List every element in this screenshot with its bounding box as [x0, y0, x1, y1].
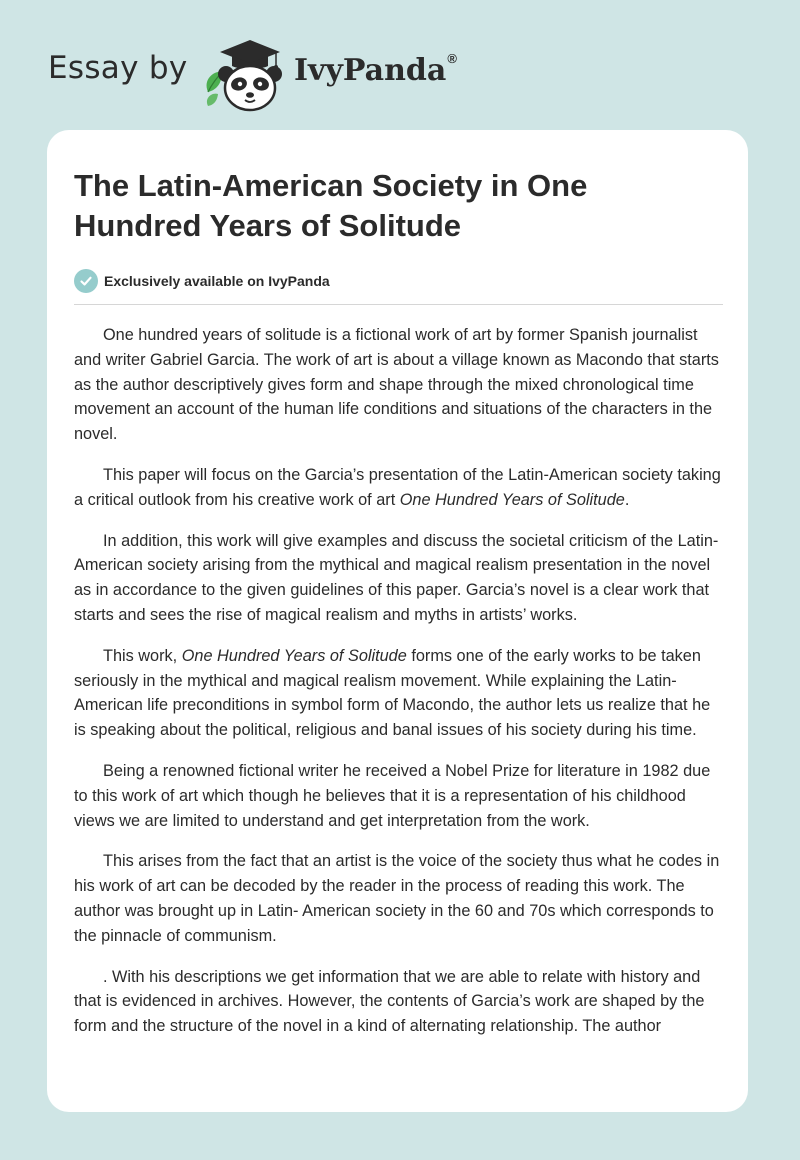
paragraph: This arises from the fact that an artist is the voice of the society thus what he codes in his work of art can be decoded by the reader in the process of reading this work. The author was brought up in Latin- American society in the 60 and 70s which corresponds to the pinnacle of communism. [74, 852, 720, 945]
brand-name[interactable] [294, 53, 457, 88]
exclusive-notice [74, 268, 723, 294]
essay-title: The Latin-American Society in One Hundred Years of Solitude [74, 168, 588, 243]
essay-card [47, 130, 748, 1112]
book-title: One Hundred Years of Solitude [399, 490, 625, 509]
essay-body [74, 323, 723, 1039]
paragraph: Being a renowned fictional writer he received a Nobel Prize for literature in 1982 due to this work of art which though he believes that it is a representation of his childhood views we are limited to understand and get interpretation from the work. [74, 761, 711, 830]
paragraph: This paper will focus on the Garcia’s presentation of the Latin-American society taking a critical outlook from his creative work of art One Hundred Years of Solitude. [74, 465, 721, 509]
paragraph: One hundred years of solitude is a fictional work of art by former Spanish journalist and writer Gabriel Garcia. The work of art is about a village known as Macondo that starts as the author descriptively gives form and shape through the mixed chronological time movement an account of the human life conditions and situations of the characters in the novel. [74, 326, 719, 444]
panda-logo-icon[interactable] [202, 34, 290, 114]
divider [74, 304, 723, 305]
brand-text: IvyPanda [294, 53, 447, 88]
paragraph: . With his descriptions we get information that we are able to relate with history and that is evidenced in archives. However, the contents of Garcia’s work are shaped by the form and the structure of the novel in a kind of alternating relationship. The author [74, 967, 705, 1036]
site-header [48, 34, 528, 114]
check-circle-icon [74, 269, 98, 293]
exclusive-label: Exclusively available on IvyPanda [104, 273, 330, 289]
book-title: One Hundred Years of Solitude [181, 646, 407, 665]
essay-content [74, 166, 723, 1055]
paragraph: In addition, this work will give examples and discuss the societal criticism of the Latin-American society arising from the mythical and magical realism presentation in the novel as in accordance to the given guidelines of this paper. Garcia’s novel is a clear work that starts and sees the rise of magical realism and myths in artists’ works. [74, 531, 719, 624]
registered-mark: ® [447, 51, 457, 66]
essay-by-label: Essay by [48, 50, 188, 86]
paragraph: This work, One Hundred Years of Solitude forms one of the early works to be taken seriously in the mythical and magical realism movement. While explaining the Latin-American life preconditions in symbol form of Macondo, the author lets us realize that he is speaking about the political, religious and banal issues of his society during his time. [74, 646, 711, 740]
